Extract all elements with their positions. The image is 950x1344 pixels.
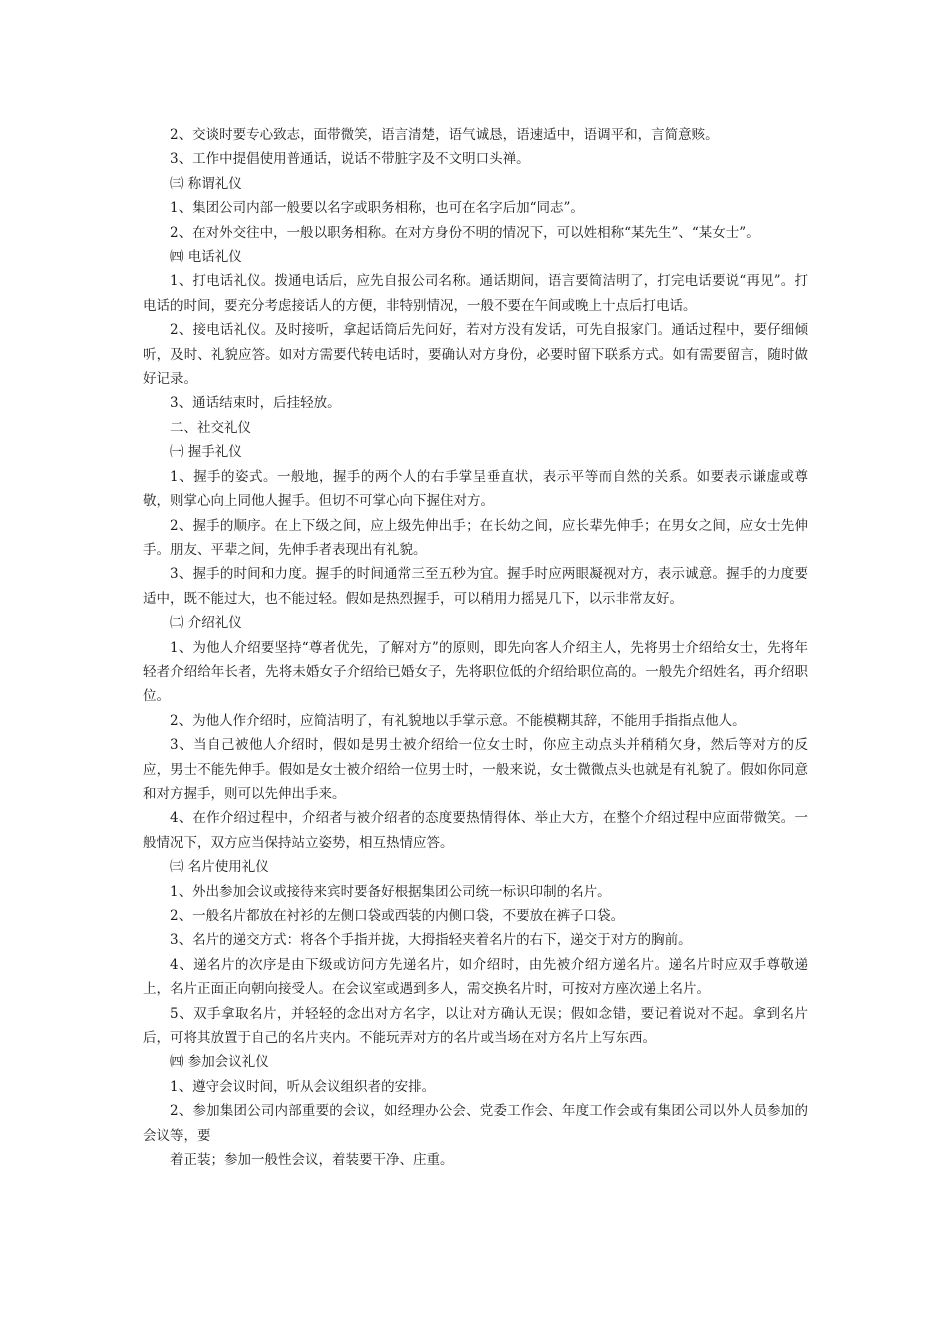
- paragraph: 4、在作介绍过程中，介绍者与被介绍者的态度要热情得体、举止大方，在整个介绍过程中应面带微笑。一般情况下，双方应当保持站立姿势，相互热情应答。: [143, 810, 808, 851]
- paragraph: 2、接电话礼仪。及时接听，拿起话筒后先问好，若对方没有发话，可先自报家门。通话过程中，要仔细倾听，及时、礼貌应答。如对方需要代转电话时，要确认对方身份，必要时留下联系方式。如有需要留言，随时做好记录。: [143, 322, 808, 388]
- paragraph: 3、握手的时间和力度。握手的时间通常三至五秒为宜。握手时应两眼凝视对方，表示诚意。握手的力度要适中，既不能过大，也不能过轻。假如是热烈握手，可以稍用力摇晃几下，以示非常友好。: [143, 566, 808, 607]
- paragraph: 2、参加集团公司内部重要的会议，如经理办公会、党委工作会、年度工作会或有集团公司以外人员参加的会议等，要: [143, 1103, 808, 1144]
- paragraph: 2、一般名片都放在衬衫的左侧口袋或西装的内侧口袋，不要放在裤子口袋。: [170, 908, 625, 924]
- paragraph: 1、为他人介绍要坚持“尊者优先，了解对方”的原则，即先向客人介绍主人，先将男士介绍给女士，先将年轻者介绍给年长者，先将未婚女子介绍给已婚女子，先将职位低的介绍给职位高的。一般先介绍姓名，再介绍职位。: [143, 639, 808, 705]
- paragraph: 2、交谈时要专心致志，面带微笑，语言清楚，语气诚恳，语速适中，语调平和，言简意赅。: [170, 127, 719, 143]
- document-body: [143, 123, 808, 1172]
- paragraph: 5、双手拿取名片，并轻轻的念出对方名字，以让对方确认无误；假如念错，要记着说对不起。拿到名片后，可将其放置于自己的名片夹内。不能玩弄对方的名片或当场在对方名片上写东西。: [143, 1005, 808, 1047]
- paragraph-continuation: 着正装；参加一般性会议，着装要干净、庄重。: [170, 1152, 454, 1169]
- paragraph: 1、握手的姿式。一般地，握手的两个人的右手掌呈垂直状，表示平等而自然的关系。如要表示谦虚或尊敬，则掌心向上同他人握手。但切不可掌心向下握住对方。: [143, 468, 808, 510]
- paragraph: 2、为他人作介绍时，应简洁明了，有礼貌地以手掌示意。不能模糊其辞，不能用手指指点他人。: [170, 712, 746, 729]
- paragraph: 3、通话结束时，后挂轻放。: [170, 395, 341, 412]
- paragraph: 3、当自己被他人介绍时，假如是男士被介绍给一位女士时，你应主动点头并稍稍欠身，然后等对方的反应，男士不能先伸手。假如是女士被介绍给一位男士时，一般来说，女士微微点头也就是有礼貌了。假如你同意和对方握手，则可以先伸出手来。: [143, 737, 808, 802]
- paragraph: 1、外出参加会议或接待来宾时要备好根据集团公司统一标识印制的名片。: [170, 883, 611, 900]
- paragraph: ㈢ 称谓礼仪: [170, 175, 242, 192]
- paragraph: ㈣ 电话礼仪: [170, 249, 242, 266]
- paragraph: ㈡ 介绍礼仪: [170, 615, 242, 632]
- paragraph: 4、递名片的次序是由下级或访问方先递名片，如介绍时，由先被介绍方递名片。递名片时应双手尊敬递上，名片正面正向朝向接受人。在会议室或遇到多人，需交换名片时，可按对方座次递上名片。: [143, 956, 808, 998]
- paragraph: 二、社交礼仪: [170, 419, 251, 436]
- paragraph: 1、打电话礼仪。拨通电话后，应先自报公司名称。通话期间，语言要简洁明了，打完电话要说“再见”。打电话的时间，要充分考虑接话人的方便，非特别情况，一般不要在午间或晚上十点后打电话。: [143, 273, 808, 314]
- paragraph: 3、工作中提倡使用普通话，说话不带脏字及不文明口头禅。: [170, 151, 530, 168]
- paragraph: 2、握手的顺序。在上下级之间，应上级先伸出手；在长幼之间，应长辈先伸手；在男女之间，应女士先伸手。朋友、平辈之间，先伸手者表现出有礼貌。: [143, 517, 808, 558]
- paragraph: 1、集团公司内部一般要以名字或职务相称，也可在名字后加“同志”。: [170, 200, 584, 217]
- paragraph: ㈣ 参加会议礼仪: [170, 1054, 269, 1071]
- paragraph: 2、在对外交往中，一般以职务相称。在对方身份不明的情况下，可以姓相称“某先生”、“某女士”。: [170, 224, 760, 241]
- paragraph: ㈠ 握手礼仪: [170, 444, 242, 461]
- paragraph-list: [143, 123, 808, 1148]
- paragraph: 1、遵守会议时间，听从会议组织者的安排。: [170, 1078, 436, 1095]
- paragraph: ㈢ 名片使用礼仪: [170, 859, 269, 876]
- paragraph: 3、名片的递交方式：将各个手指并拢，大拇指轻夹着名片的右下，递交于对方的胸前。: [170, 932, 692, 949]
